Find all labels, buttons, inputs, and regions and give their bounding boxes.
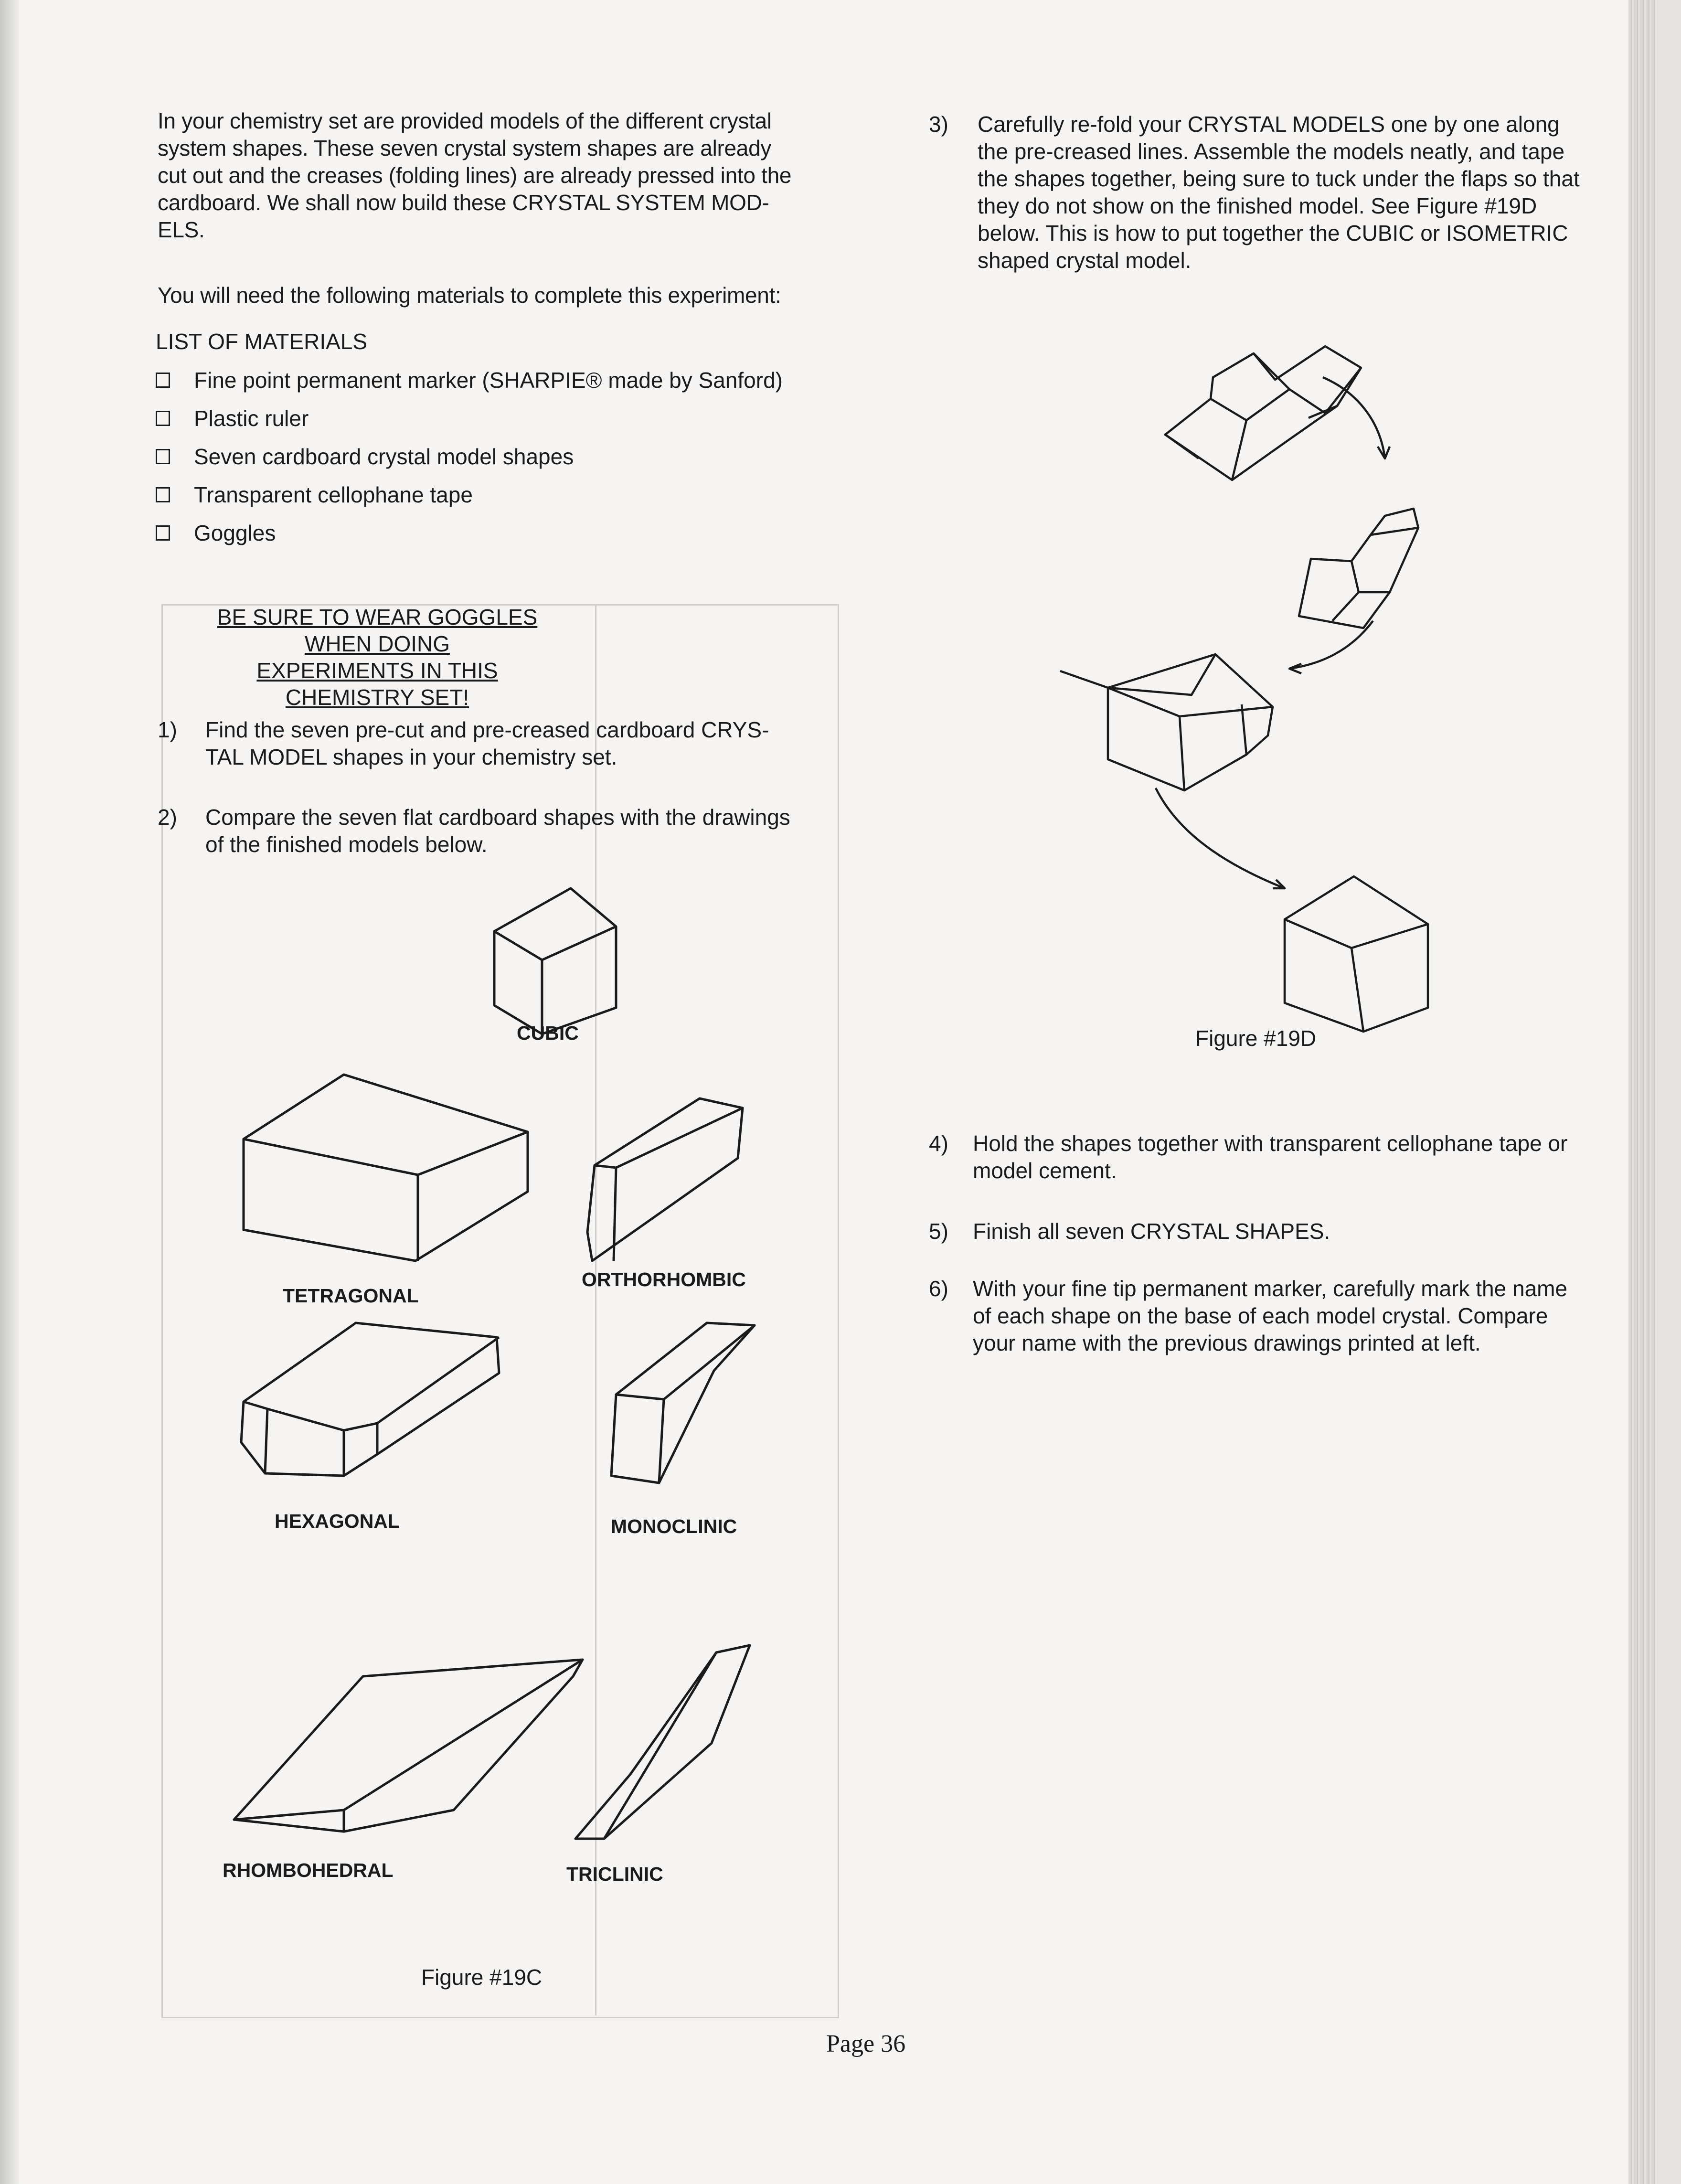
step-line: of the finished models below. <box>205 832 488 857</box>
step-line: TAL MODEL shapes in your chemistry set. <box>205 745 617 769</box>
step-line: your name with the previous drawings printed at left. <box>973 1331 1481 1355</box>
warning-line: EXPERIMENTS IN THIS CHEMISTRY SET! <box>256 658 498 710</box>
step-number: 5) <box>929 1219 948 1244</box>
step-line: With your fine tip permanent marker, carefully mark the name <box>973 1276 1568 1301</box>
materials-item-label: Plastic ruler <box>194 406 309 431</box>
step-line: Hold the shapes together with transparent cellophane tape or <box>973 1131 1568 1156</box>
step-number: 4) <box>929 1131 948 1156</box>
step-number: 1) <box>158 717 177 742</box>
step-text <box>973 1218 1330 1245</box>
cube-finished-drawing <box>1285 876 1428 1032</box>
figure-19c-caption: Figure #19C <box>421 1965 543 1990</box>
label-tetragonal: TETRAGONAL <box>283 1285 419 1307</box>
label-cubic: CUBIC <box>517 1022 579 1044</box>
arrow-icon <box>1289 621 1373 673</box>
step-line: they do not show on the finished model. See Figure #19D <box>978 193 1537 218</box>
intro-line: cardboard. We shall now build these CRYSTAL SYSTEM MOD- <box>158 190 769 215</box>
label-monoclinic: MONOCLINIC <box>611 1515 737 1537</box>
arrow-icon <box>1323 377 1390 458</box>
materials-item-label: Seven cardboard crystal model shapes <box>194 444 574 469</box>
step-6 <box>929 1275 1607 1361</box>
intro-line: ELS. <box>158 217 205 242</box>
step-line: the pre-creased lines. Assemble the models neatly, and tape <box>978 139 1565 164</box>
arrow-icon <box>1156 788 1285 888</box>
step-number: 6) <box>929 1276 948 1301</box>
label-orthorhombic: ORTHORHOMBIC <box>582 1268 746 1290</box>
step-line: the shapes together, being sure to tuck under the flaps so that <box>978 166 1580 191</box>
step-line: shaped crystal model. <box>978 248 1192 273</box>
step-5 <box>929 1218 1607 1246</box>
step-number: 3) <box>929 112 948 137</box>
step-number: 2) <box>158 805 177 830</box>
warning-line: BE SURE TO WEAR GOGGLES WHEN DOING <box>217 605 538 656</box>
label-triclinic: TRICLINIC <box>566 1863 663 1885</box>
figure-19d-caption: Figure #19D <box>1195 1026 1317 1051</box>
step-line: Carefully re-fold your CRYSTAL MODELS one by one along <box>978 112 1560 137</box>
cube-net-partial-fold-drawing <box>1299 509 1418 628</box>
label-rhombohedral: RHOMBOHEDRAL <box>223 1859 394 1881</box>
intro-line: In your chemistry set are provided models of the different crystal <box>158 108 772 133</box>
materials-heading: LIST OF MATERIALS <box>156 329 368 354</box>
cube-net-flat-drawing <box>1165 346 1361 480</box>
step-line: model cement. <box>973 1158 1117 1183</box>
step-text <box>973 1275 1567 1357</box>
step-text <box>973 1130 1567 1184</box>
page-number: Page 36 <box>826 2030 906 2057</box>
step-line: of each shape on the base of each model crystal. Compare <box>973 1303 1548 1328</box>
intro-line: system shapes. These seven crystal system shapes are already <box>158 136 772 160</box>
step-line: below. This is how to put together the CUBIC or ISOMETRIC <box>978 221 1568 245</box>
materials-intro: You will need the following materials to complete this experiment: <box>158 283 781 308</box>
step-line: Finish all seven CRYSTAL SHAPES. <box>973 1219 1330 1244</box>
label-hexagonal: HEXAGONAL <box>275 1510 400 1532</box>
intro-line: cut out and the creases (folding lines) are already pressed into the <box>158 163 792 188</box>
step-line: Compare the seven flat cardboard shapes with the drawings <box>205 805 790 830</box>
cube-open-box-drawing <box>1060 654 1273 790</box>
step-4 <box>929 1130 1607 1187</box>
materials-item-label: Transparent cellophane tape <box>194 482 473 507</box>
materials-item-label: Fine point permanent marker (SHARPIE® made by Sanford) <box>194 368 783 393</box>
step-line: Find the seven pre-cut and pre-creased cardboard CRYS- <box>205 717 769 742</box>
materials-item-label: Goggles <box>194 521 276 545</box>
